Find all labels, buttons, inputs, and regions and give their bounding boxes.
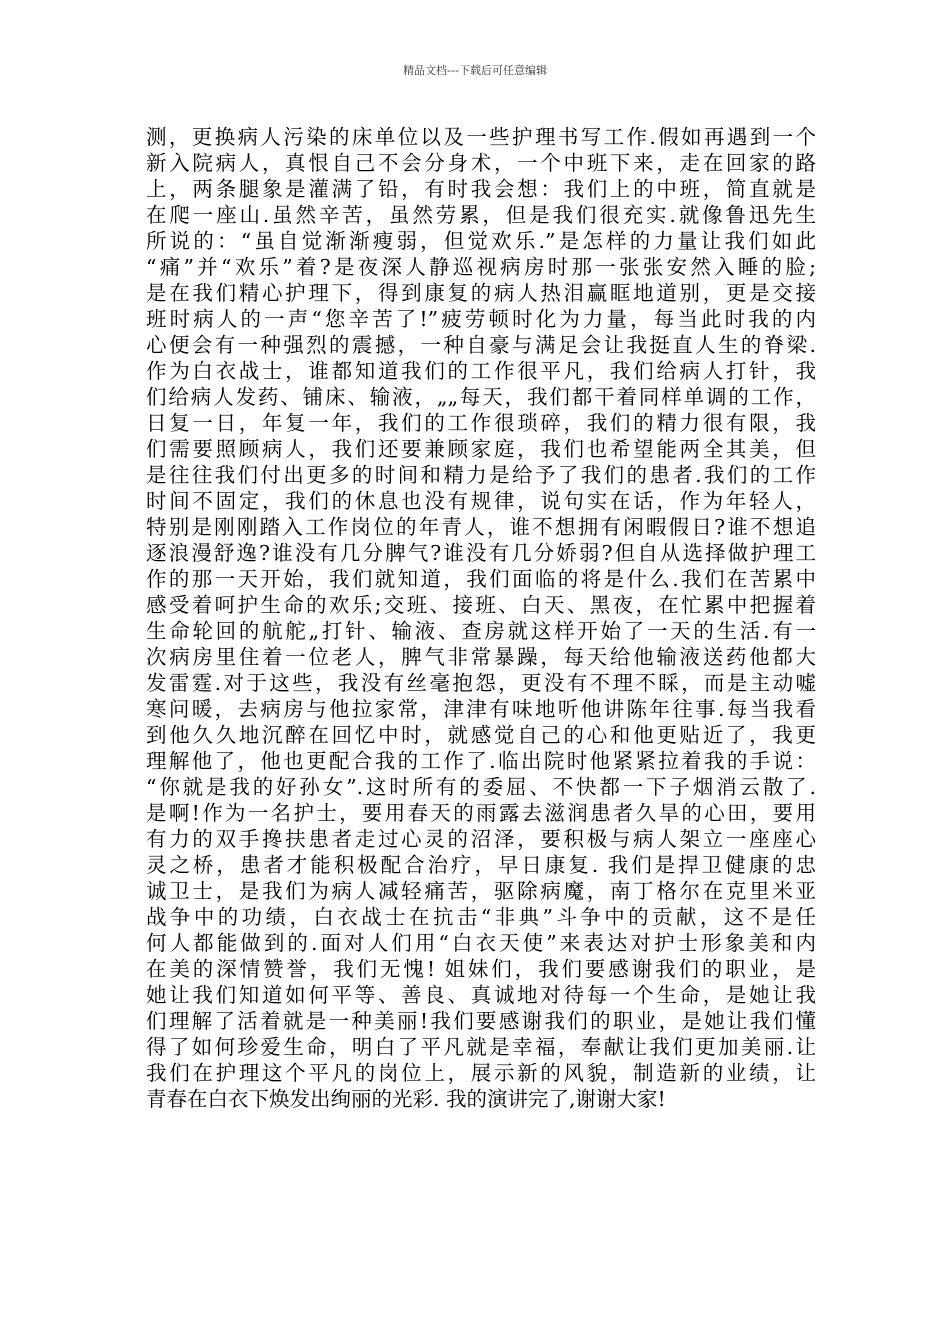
body-line: 青春在白衣下焕发出绚丽的光彩. 我的演讲完了,谢谢大家! [146,1087,666,1111]
body-line: 作的那一天开始，我们就知道，我们面临的将是什么.我们在苦累中 [146,567,816,591]
body-line: 在爬一座山.虽然辛苦，虽然劳累，但是我们很充实.就像鲁迅先生 [146,203,816,227]
body-line: 特别是刚刚踏入工作岗位的年青人，谁不想拥有闲暇假日?谁不想追 [146,515,816,539]
body-line: 是啊!作为一名护士，要用春天的雨露去滋润患者久旱的心田，要用 [146,801,816,825]
body-line: 测，更换病人污染的床单位以及一些护理书写工作.假如再遇到一个 [146,125,816,149]
body-line: 时间不固定，我们的休息也没有规律，说句实在话，作为年轻人， [146,489,816,513]
body-line: 寒问暖，去病房与他拉家常，津津有味地听他讲陈年往事.每当我看 [146,697,816,721]
body-line: 们需要照顾病人，我们还要兼顾家庭，我们也希望能两全其美，但 [146,437,816,461]
body-text [146,124,816,1112]
body-line: 理解他了，他也更配合我的工作了.临出院时他紧紧拉着我的手说： [146,749,816,773]
body-line: 所说的：“虽自觉渐渐瘦弱，但觉欢乐.”是怎样的力量让我们如此 [146,229,816,253]
body-line: 上，两条腿象是灌满了铅，有时我会想：我们上的中班，简直就是 [146,177,816,201]
body-line: 得了如何珍爱生命，明白了平凡就是幸福，奉献让我们更加美丽.让 [146,1035,816,1059]
body-line: 心便会有一种强烈的震撼，一种自豪与满足会让我挺直人生的脊梁. [146,333,816,357]
body-line: 有力的双手搀扶患者走过心灵的沼泽，要积极与病人架立一座座心 [146,827,816,851]
body-line: 感受着呵护生命的欢乐;交班、接班、白天、黑夜，在忙累中把握着 [146,593,816,617]
body-line: 发雷霆.对于这些，我没有丝毫抱怨，更没有不理不睬，而是主动嘘 [146,671,816,695]
body-line: 日复一日，年复一年，我们的工作很琐碎，我们的精力很有限，我 [146,411,816,435]
body-line: 灵之桥，患者才能积极配合治疗，早日康复. 我们是捍卫健康的忠 [146,853,816,877]
body-line: 诚卫士，是我们为病人减轻痛苦，驱除病魔，南丁格尔在克里米亚 [146,879,816,903]
body-line: 们给病人发药、铺床、输液，„„每天，我们都干着同样单调的工作， [146,385,816,409]
body-line: 逐浪漫舒逸?谁没有几分脾气?谁没有几分娇弱?但自从选择做护理工 [146,541,816,565]
body-line: 何人都能做到的.面对人们用“白衣天使”来表达对护士形象美和内 [146,931,816,955]
body-line: 生命轮回的航舵„打针、输液、查房就这样开始了一天的生活.有一 [146,619,816,643]
body-line: 是往往我们付出更多的时间和精力是给予了我们的患者.我们的工作 [146,463,816,487]
body-line: “你就是我的好孙女”.这时所有的委屈、不快都一下子烟消云散了. [146,775,816,799]
body-line: 次病房里住着一位老人，脾气非常暴躁，每天给他输液送药他都大 [146,645,816,669]
body-line: 们理解了活着就是一种美丽!我们要感谢我们的职业，是她让我们懂 [146,1009,816,1033]
body-line: 班时病人的一声“您辛苦了!”疲劳顿时化为力量，每当此时我的内 [146,307,816,331]
body-line: 作为白衣战士，谁都知道我们的工作很平凡，我们给病人打针，我 [146,359,816,383]
body-line: 到他久久地沉醉在回忆中时，就感觉自己的心和他更贴近了，我更 [146,723,816,747]
page-header: 精品文档---下载后可任意编辑 [403,64,547,77]
body-line: 我们在护理这个平凡的岗位上，展示新的风貌，制造新的业绩，让 [146,1061,816,1085]
body-line: “痛”并“欢乐”着?是夜深人静巡视病房时那一张张安然入睡的脸; [146,255,816,279]
body-line: 战争中的功绩，白衣战士在抗击“非典”斗争中的贡献，这不是任 [146,905,816,929]
body-line: 新入院病人，真恨自己不会分身术，一个中班下来，走在回家的路 [146,151,816,175]
body-line: 在美的深情赞誉，我们无愧! 姐妹们，我们要感谢我们的职业，是 [146,957,816,981]
body-line: 是在我们精心护理下，得到康复的病人热泪赢眶地道别，更是交接 [146,281,816,305]
body-line: 她让我们知道如何平等、善良、真诚地对待每一个生命，是她让我 [146,983,816,1007]
